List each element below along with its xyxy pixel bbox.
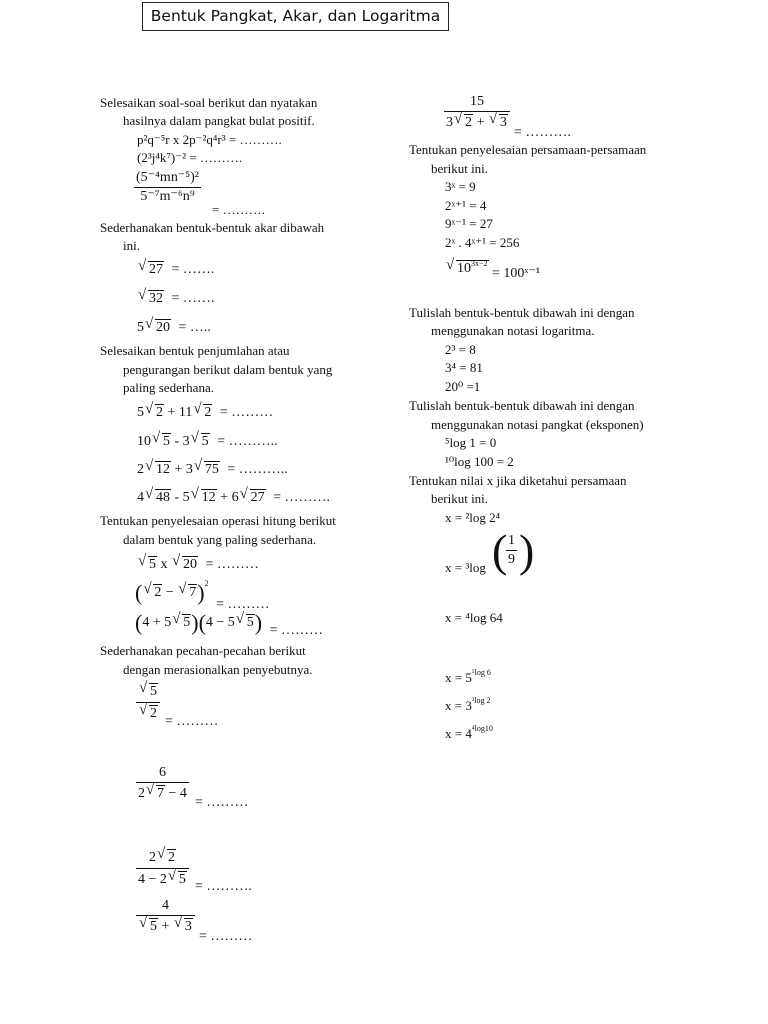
- radicand: 5: [149, 557, 156, 572]
- radical: [138, 556, 157, 573]
- term: 4 + 5: [142, 615, 172, 631]
- coefficient: 10: [137, 434, 151, 449]
- exponent: 3x−2: [471, 259, 488, 268]
- radical: [172, 556, 198, 573]
- coefficient: 2: [148, 850, 156, 865]
- radical: [145, 404, 164, 421]
- radical: [145, 319, 171, 336]
- radicand: 5: [150, 684, 157, 699]
- right-fraction0-answer: = ……….: [514, 125, 571, 140]
- radicand: 2: [156, 405, 163, 420]
- section1-question1: p²q⁻⁵r x 2p⁻²q⁴r³ = ……….: [137, 132, 282, 147]
- radicand: 5: [163, 434, 170, 449]
- base: x = 5: [445, 670, 472, 685]
- section2-question1: [137, 261, 214, 278]
- coefficient: 5: [137, 320, 144, 335]
- section3-instruction-line1: Selesaikan bentuk penjumlahan atau: [100, 343, 290, 358]
- section4-instruction-line2: dalam bentuk yang paling sederhana.: [123, 532, 317, 547]
- radicand: 12: [156, 462, 170, 477]
- radicand: 20: [156, 320, 170, 335]
- radicand: 5: [201, 434, 209, 449]
- fraction-numerator: [136, 683, 160, 702]
- section8-question2: ¹⁰log 100 = 2: [445, 454, 514, 469]
- radicand: [456, 260, 489, 277]
- section5-fraction2-answer: = ………: [195, 795, 249, 810]
- fraction-numerator: 15: [469, 94, 484, 109]
- section3-question4: [137, 489, 330, 506]
- radical: [168, 871, 187, 888]
- coefficient: 3: [446, 115, 453, 130]
- radicand: 2: [154, 585, 162, 601]
- radical: [191, 433, 210, 450]
- answer-blank: = ………..: [217, 434, 278, 449]
- section2-question3: [137, 319, 211, 336]
- section4-question3: [135, 610, 324, 639]
- term: 4 − 5: [205, 615, 235, 631]
- radical: [191, 489, 217, 506]
- fraction-denominator: 9: [508, 552, 515, 567]
- radical: [145, 489, 171, 506]
- radical: [454, 114, 473, 131]
- section3-instruction-line3: paling sederhana.: [123, 380, 214, 395]
- section6-question3: 9ˣ⁻¹ = 27: [445, 216, 493, 231]
- section6-question5: [445, 259, 541, 281]
- section5-fraction1-answer: = ………: [165, 714, 219, 729]
- section3-question3: [137, 461, 288, 478]
- section5-instruction-line1: Sederhanakan pecahan-pecahan berikut: [100, 643, 306, 658]
- answer-blank: = ……….: [273, 490, 330, 505]
- section2-instruction-line1: Sederhanakan bentuk-bentuk akar dibawah: [100, 220, 325, 235]
- radicand: 2: [150, 706, 157, 722]
- section9-question3: x = ⁴log 64: [445, 610, 503, 625]
- section9-question6: [445, 724, 493, 741]
- section8-question1: ⁵log 1 = 0: [445, 435, 497, 450]
- base: x = 3: [445, 698, 472, 713]
- section5-fraction3: [136, 849, 189, 888]
- section5-fraction3-answer: = ……….: [195, 879, 252, 894]
- section3-question2: [137, 433, 278, 450]
- right-fraction0: [444, 95, 510, 131]
- radicand: 75: [204, 462, 219, 477]
- coefficient: 2: [137, 462, 144, 477]
- radicand: 7: [157, 786, 164, 801]
- operator: −: [165, 585, 174, 601]
- radicand: 3: [499, 115, 507, 130]
- operator-term: + 3: [174, 462, 193, 477]
- exponent: ⁵log 6: [471, 668, 491, 677]
- radical: [138, 261, 164, 278]
- open-paren: (: [135, 580, 143, 605]
- operator-term: + 6: [220, 490, 239, 505]
- answer-blank: = ………: [216, 597, 270, 613]
- coefficient: 4: [137, 490, 144, 505]
- radical: [489, 114, 508, 131]
- section7-instruction-line2: menggunakan notasi logaritma.: [431, 323, 595, 338]
- close-paren: ): [191, 610, 199, 635]
- answer-blank: = …….: [171, 291, 215, 306]
- radical: [446, 260, 489, 277]
- section8-instruction-line1: Tulislah bentuk-bentuk dibawah ini dengan: [409, 398, 635, 413]
- radical: [193, 404, 212, 421]
- section9-question1: x = ²log 2⁴: [445, 510, 501, 525]
- section3-instruction-line2: pengurangan berikut dalam bentuk yang: [123, 362, 333, 377]
- radical: [152, 433, 171, 450]
- section8-instruction-line2: menggunakan notasi pangkat (eksponen): [431, 417, 644, 432]
- section9-instruction-line1: Tentukan nilai x jika diketahui persamaan: [409, 473, 627, 488]
- section7-instruction-line1: Tulislah bentuk-bentuk dibawah ini dengan: [409, 305, 635, 320]
- open-paren: (: [492, 525, 508, 576]
- section9-question4: [445, 668, 491, 685]
- radical: [236, 614, 255, 631]
- close-paren: ): [254, 610, 263, 635]
- radicand-base: 10: [457, 261, 471, 276]
- section9-instruction-line2: berikut ini.: [431, 491, 489, 506]
- radical: [178, 584, 197, 601]
- operator: x: [160, 557, 168, 572]
- term: − 4: [165, 786, 187, 801]
- answer-blank: = …….: [171, 262, 215, 277]
- exponent: ³log 2: [471, 696, 491, 705]
- radical: [240, 489, 266, 506]
- radicand: 12: [201, 490, 216, 505]
- radicand: 5: [178, 872, 186, 888]
- section5-instruction-line2: dengan merasionalkan penyebutnya.: [123, 662, 313, 677]
- radicand: 27: [149, 262, 163, 277]
- section6-question4: 2ˣ . 4ˣ⁺¹ = 256: [445, 235, 520, 250]
- radicand: 2: [465, 115, 472, 130]
- open-paren: (: [198, 610, 206, 635]
- section4-question2: [135, 579, 270, 613]
- close-paren: ): [197, 580, 205, 605]
- section2-question2: [137, 290, 214, 307]
- section7-question3: 20⁰ =1: [445, 379, 481, 394]
- page-title: Bentuk Pangkat, Akar, dan Logaritma: [142, 2, 449, 31]
- radicand: 32: [149, 291, 163, 306]
- exponent: ⁴log10: [471, 724, 493, 733]
- radicand: 20: [183, 557, 197, 572]
- answer-blank: = …..: [178, 320, 211, 335]
- coefficient: 2: [138, 786, 145, 801]
- radical: [172, 614, 191, 631]
- answer-blank: = ………: [205, 557, 259, 572]
- operator-term: + 11: [167, 405, 193, 420]
- section5-fraction2: [136, 766, 189, 802]
- fraction-numerator: [136, 849, 189, 868]
- base: x = 4: [445, 726, 472, 741]
- section5-fraction4: [136, 899, 195, 935]
- fraction-numerator: 1: [508, 533, 515, 548]
- section7-question1: 2³ = 8: [445, 342, 476, 357]
- answer-blank: = ………: [219, 405, 274, 420]
- radical: [157, 849, 176, 866]
- radical: [143, 584, 162, 601]
- term: 4 − 2: [138, 872, 167, 888]
- radical: [138, 290, 164, 307]
- radical: [145, 461, 171, 478]
- fraction-numerator: 6: [158, 765, 166, 780]
- section4-instruction-line1: Tentukan penyelesaian operasi hitung berikut: [100, 513, 336, 528]
- radicand: 48: [156, 490, 170, 505]
- operator-term: - 3: [174, 434, 190, 449]
- radicand: 2: [204, 405, 212, 420]
- section6-question1: 3ˣ = 9: [445, 179, 476, 194]
- fraction-denominator: [136, 702, 160, 722]
- radicand: 5: [150, 919, 157, 934]
- radical: [194, 461, 220, 478]
- section9-question5: [445, 696, 491, 713]
- section2-instruction-line2: ini.: [123, 238, 140, 253]
- radicand: 3: [184, 919, 192, 934]
- radical: [139, 705, 158, 722]
- section1-question3-answer: = ……….: [212, 202, 265, 217]
- fraction-denominator: 3√ 2 + √ 3: [444, 111, 510, 131]
- section1-question2: (2³j⁴k⁷)⁻² = ……….: [137, 150, 243, 165]
- radicand: 5: [246, 615, 254, 631]
- section6-instruction-line1: Tentukan penyelesaian persamaan-persamaan: [409, 142, 647, 157]
- section9-question2-fraction: [506, 534, 517, 567]
- fraction-denominator: [136, 782, 189, 802]
- fraction-denominator: [136, 868, 189, 888]
- section4-question1: [137, 556, 259, 573]
- radical: [139, 918, 158, 935]
- coefficient: 5: [137, 405, 144, 420]
- open-paren: (: [135, 610, 143, 635]
- radical: [174, 918, 193, 935]
- answer-blank: = ………: [269, 623, 324, 639]
- section5-fraction4-answer: = ………: [199, 929, 253, 944]
- section6-question2: 2ˣ⁺¹ = 4: [445, 198, 487, 213]
- section1-instruction-line2: hasilnya dalam pangkat bulat positif.: [123, 113, 315, 128]
- radical: [146, 785, 165, 802]
- exponent: 2: [204, 579, 209, 588]
- section3-question1: [137, 404, 273, 421]
- section5-fraction1: [136, 683, 160, 722]
- radicand: 2: [167, 850, 175, 865]
- fraction-numerator: 4: [161, 898, 169, 913]
- radical: [139, 683, 158, 700]
- fraction-denominator: √ 5 + √ 3: [136, 915, 195, 935]
- operator-term: - 5: [174, 490, 190, 505]
- section9-question2-prefix: x = ³log: [445, 560, 486, 575]
- close-paren: ): [519, 525, 535, 576]
- radicand: 5: [183, 615, 191, 631]
- equation-right-side: = 100ˣ⁻¹: [492, 266, 541, 281]
- section1-question3-fraction: [134, 171, 201, 204]
- fraction-denominator: 5⁻⁷m⁻⁶n⁹: [134, 187, 201, 204]
- section1-instruction-line1: Selesaikan soal-soal berikut dan nyatakan: [100, 95, 318, 110]
- fraction-numerator: (5⁻⁴mn⁻⁵)²: [136, 170, 199, 185]
- section6-instruction-line2: berikut ini.: [431, 161, 489, 176]
- radicand: 7: [189, 585, 197, 601]
- answer-blank: = ………..: [227, 462, 288, 477]
- radicand: 27: [250, 490, 265, 505]
- section7-question2: 3⁴ = 81: [445, 360, 483, 375]
